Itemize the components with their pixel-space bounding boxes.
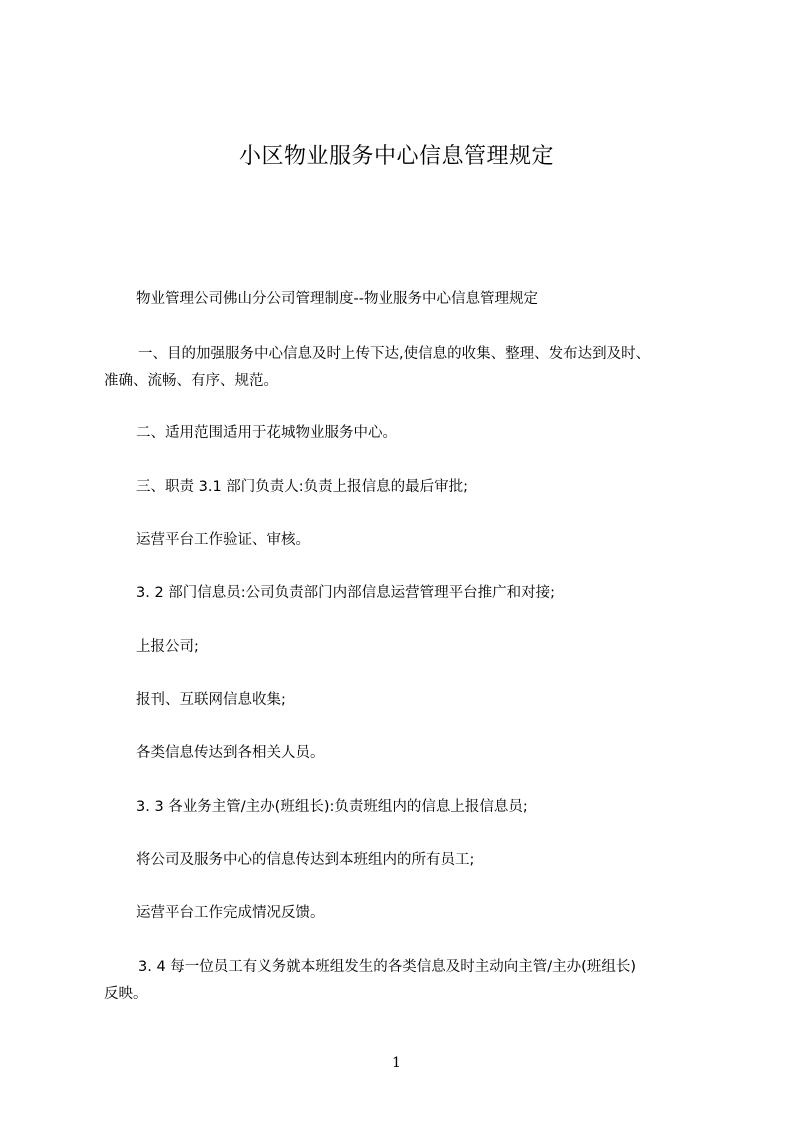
section-3-3: 3. 3 各业务主管/主办(班组长):负责班组内的信息上报信息员; xyxy=(136,799,528,815)
section-3-1: 三、职责 3.1 部门负责人:负责上报信息的最后审批; xyxy=(136,479,469,495)
section-3-1-item: 运营平台工作验证、审核。 xyxy=(136,532,310,548)
section-3-4-line-2: 反映。 xyxy=(104,986,148,1002)
section-2: 二、适用范围适用于花城物业服务中心。 xyxy=(136,425,397,441)
section-3-3-item-2: 运营平台工作完成情况反馈。 xyxy=(136,905,325,921)
document-subtitle: 物业管理公司佛山分公司管理制度--物业服务中心信息管理规定 xyxy=(136,291,538,307)
document-title: 小区物业服务中心信息管理规定 xyxy=(238,144,554,169)
section-1-line-1: 一、目的加强服务中心信息及时上传下达,使信息的收集、整理、发布达到及时、 xyxy=(138,346,651,362)
section-3-3-item-1: 将公司及服务中心的信息传达到本班组内的所有员工; xyxy=(136,852,475,868)
section-3-2-item-3: 各类信息传达到各相关人员。 xyxy=(136,745,325,761)
section-3-2-item-2: 报刊、互联网信息收集; xyxy=(136,692,286,708)
section-1-line-2: 准确、流畅、有序、规范。 xyxy=(104,373,278,389)
section-3-2: 3. 2 部门信息员:公司负责部门内部信息运营管理平台推广和对接; xyxy=(136,585,556,601)
page-number: 1 xyxy=(392,1055,401,1071)
section-3-4-line-1: 3. 4 每一位员工有义务就本班组发生的各类信息及时主动向主管/主办(班组长) xyxy=(138,959,636,975)
section-3-2-item-1: 上报公司; xyxy=(136,639,199,655)
